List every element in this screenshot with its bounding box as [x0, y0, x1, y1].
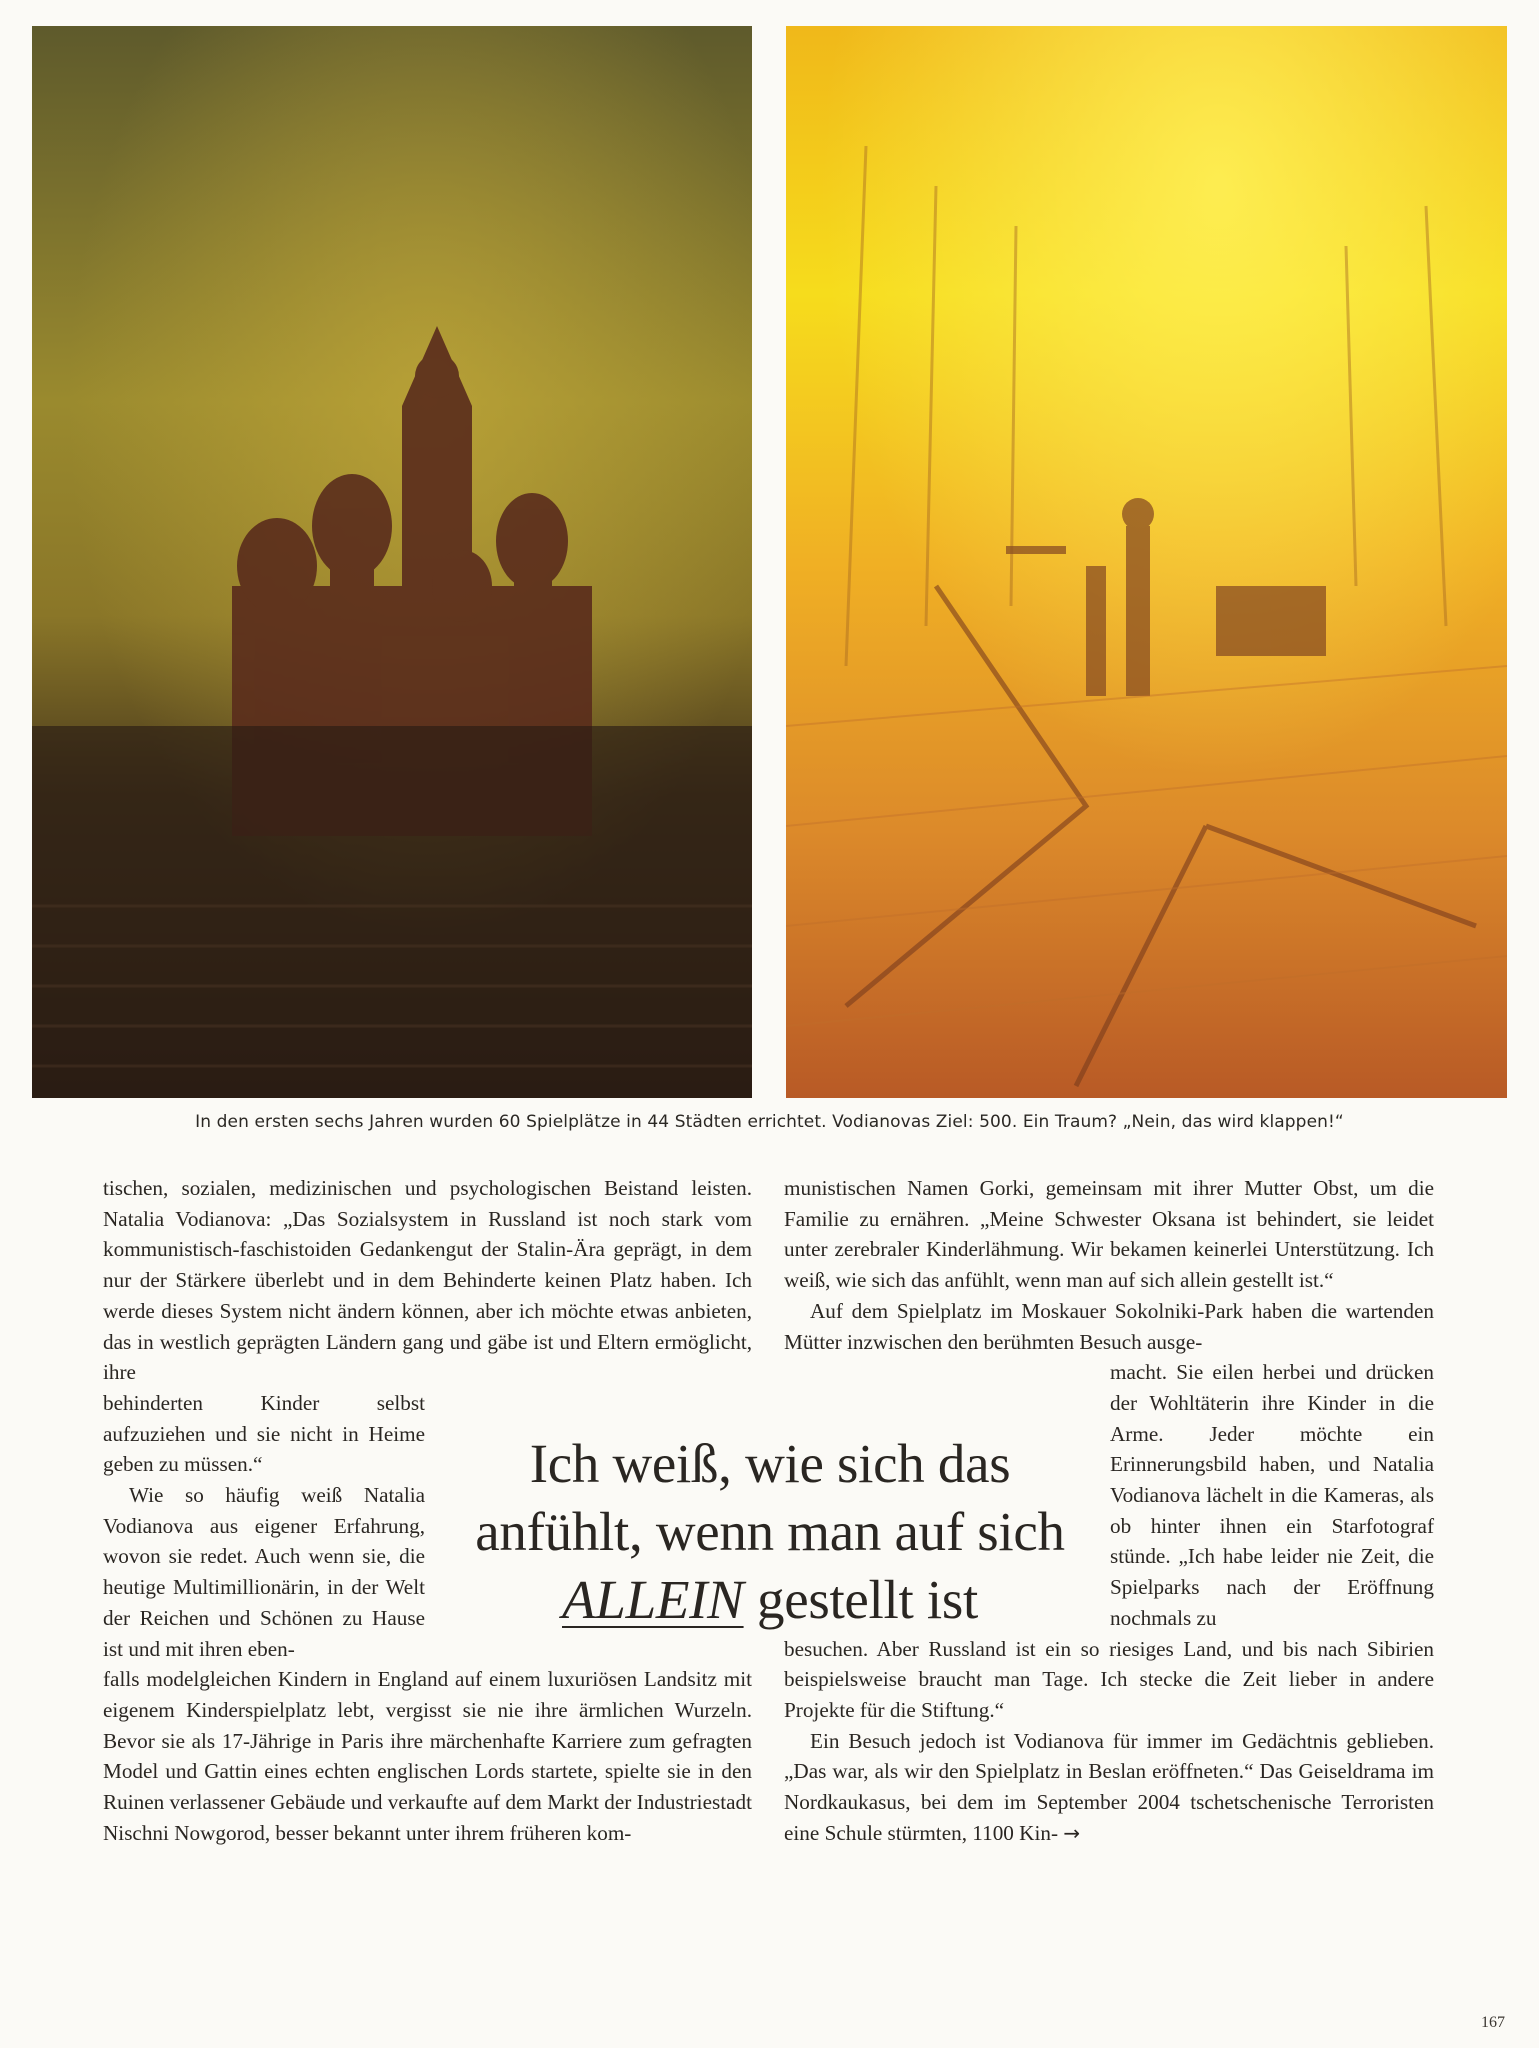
- pull-quote-line: Ich weiß, wie sich das: [529, 1433, 1011, 1494]
- paragraph: falls modelgleichen Kindern in England auf einem luxuriösen Landsitz mit eigenem Kinderspielplatz lebt, vergisst sie nie ihre ärmlichen Wurzeln. Bevor sie als 17-Jährige in Paris ihre märchenhafte Karriere zum gefragten Model und Gattin eines echten englischen Lords startete, spielte sie in den Ruinen verlassener Gebäude und verkaufte auf dem Markt der Industriestadt Nischni Nowgorod, besser bekannt unter ihrem früheren kom-: [103, 1667, 752, 1845]
- continue-arrow-icon: →: [1063, 1820, 1081, 1845]
- photo-caption: In den ersten sechs Jahren wurden 60 Spielplätze in 44 Städten errichtet. Vodianovas Ziel: 500. Ein Traum? „Nein, das wird klappen!“: [195, 1112, 1344, 1132]
- pull-quote-rest: gestellt ist: [743, 1569, 978, 1630]
- paragraph: behinderten Kinder selbst aufzuziehen und sie nicht in Heime geben zu müssen.“: [103, 1390, 425, 1477]
- article-column-right: [784, 1173, 1434, 1848]
- paragraph: besuchen. Aber Russland ist ein so riesiges Land, und bis nach Sibirien beispielsweise braucht man Tage. Ich stecke die Zeit lieber in andere Projekte für die Stiftung.“: [784, 1636, 1434, 1722]
- paragraph: Wie so häufig weiß Natalia Vodianova aus eigener Erfahrung, wovon sie redet. Auch wenn sie, die heutige Multimillionärin, in der Welt der Reichen und Schönen zu Hause ist und mit ihren eben-: [103, 1483, 425, 1661]
- pull-quote-emphasis: ALLEIN: [562, 1569, 744, 1630]
- paragraph: tischen, sozialen, medizinischen und psychologischen Beistand leisten. Natalia Vodianova: „Das Sozialsystem in Russland ist noch stark vom kommunistisch-faschistoiden Gedankengut der Stalin-Ära geprägt, in dem nur der Stärkere überlebt und in dem Behinderte keinen Platz haben. Ich werde dieses System nicht ändern können, aber ich möchte etwas anbieten, das in westlich geprägten Ländern gang und gäbe ist und Eltern ermöglicht, ihre: [103, 1176, 752, 1385]
- paragraph: Auf dem Spielplatz im Moskauer Sokolniki-Park haben die wartenden Mütter inzwischen den berühmten Besuch ausge-: [784, 1298, 1434, 1354]
- paragraph-text: Ein Besuch jedoch ist Vodianova für immer im Gedächtnis geblieben. „Das war, als wir den Spielplatz in Beslan eröffneten.“ Das Geiseldrama im Nordkaukasus, bei dem im September 2004 tschetschenische Terroristen eine Schule stürmten, 1100 Kin-: [784, 1728, 1434, 1845]
- photo-sokolniki-playground: [786, 26, 1507, 1098]
- paragraph: [784, 1726, 1434, 1849]
- photo-st-basils-cathedral: [32, 26, 752, 1098]
- pull-quote-line: anfühlt, wenn man auf sich: [475, 1501, 1065, 1562]
- page-number: 167: [1481, 2014, 1505, 2031]
- paragraph: macht. Sie eilen herbei und drücken der Wohltäterin ihre Kinder in die Arme. Jeder möchte ein Erinnerungsbild haben, und Natalia Vodianova lächelt in die Kameras, als ob hinter ihnen ein Starfotograf stünde. „Ich habe leider nie Zeit, die Spielparks nach der Eröffnung nochmals zu: [1110, 1360, 1434, 1630]
- paragraph: munistischen Namen Gorki, gemeinsam mit ihrer Mutter Obst, um die Familie zu ernähren. „Meine Schwester Oksana ist behindert, sie leidet unter zerebraler Kinderlähmung. Wir bekamen keinerlei Unterstützung. Ich weiß, wie sich das anfühlt, wenn man auf sich allein gestellt ist.“: [784, 1176, 1434, 1293]
